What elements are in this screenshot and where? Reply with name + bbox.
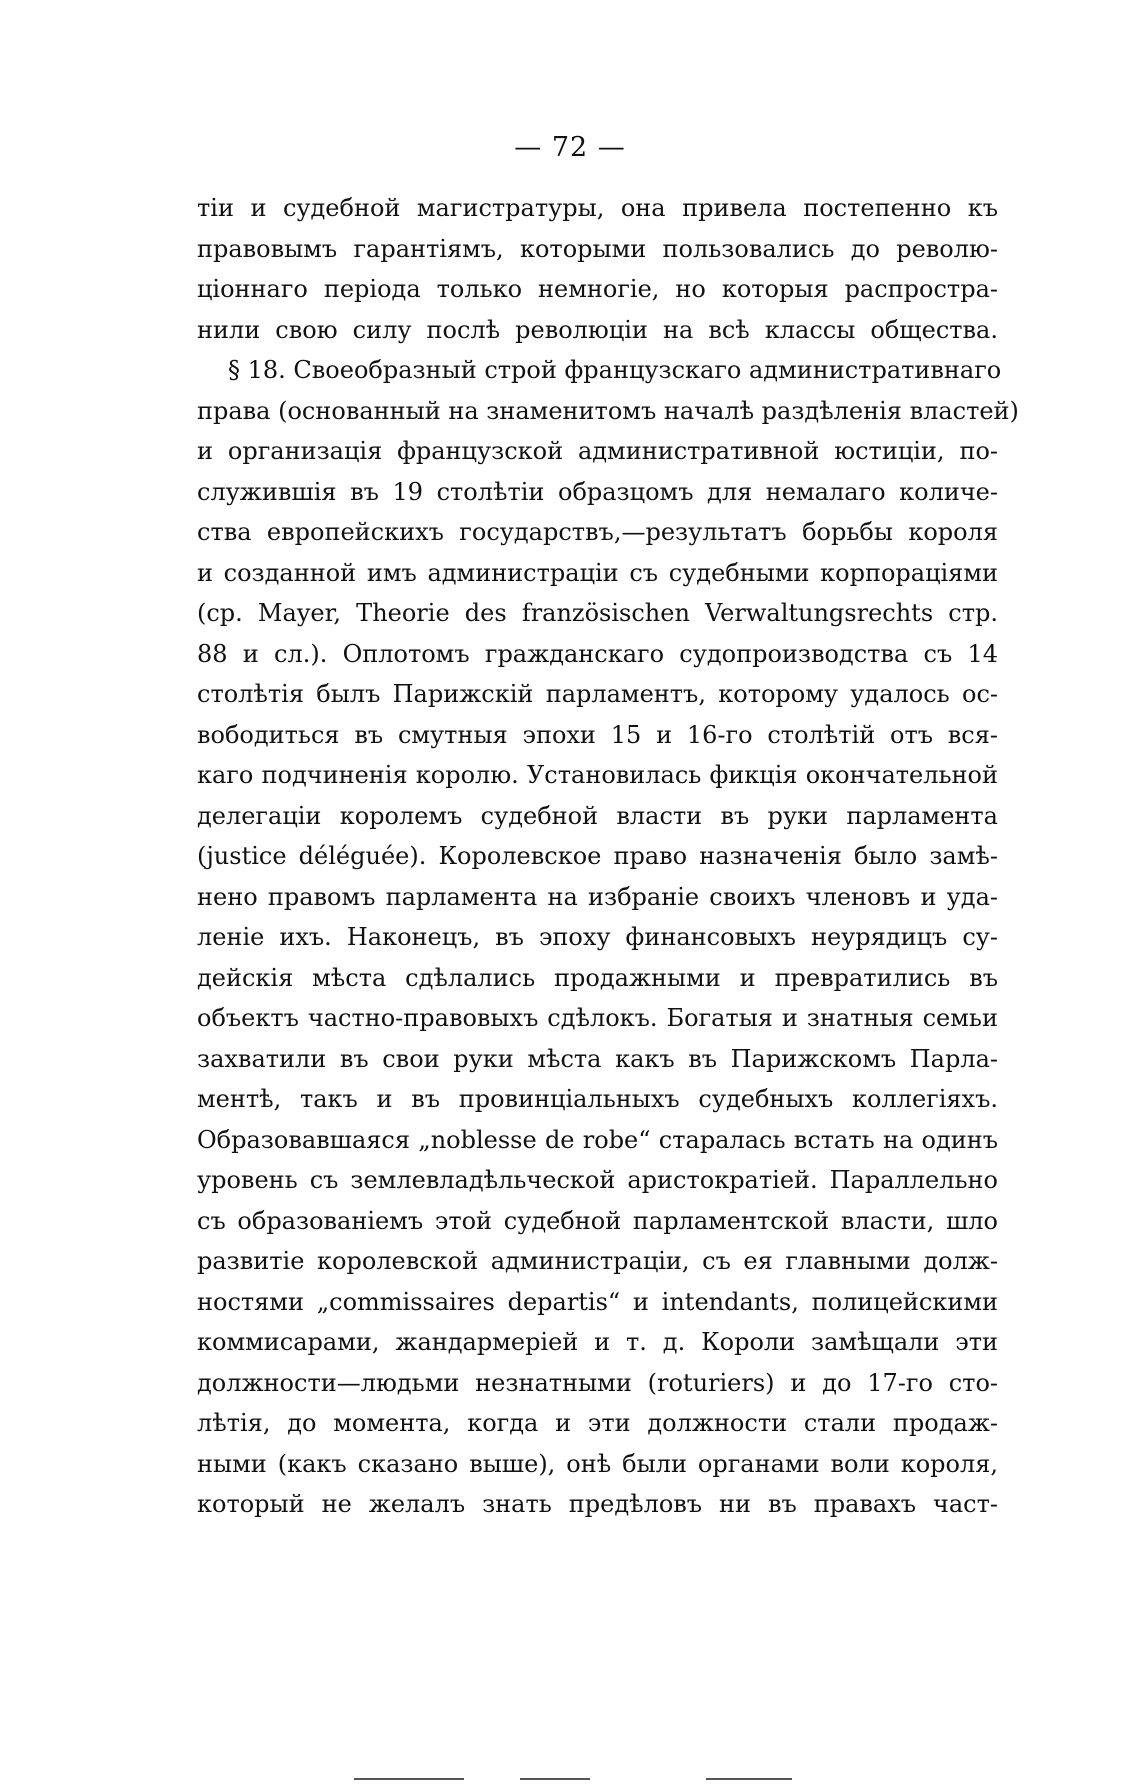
bottom-rule-left: [354, 1778, 464, 1780]
text-line: захватили въ свои руки мѣста какъ въ Парижскомъ Парла-: [197, 1045, 998, 1073]
text-line: объектъ частно-правовыхъ сдѣлокъ. Богатыя и знатныя семьи: [197, 1004, 998, 1032]
text-line: ными (какъ сказано выше), онѣ были органами воли короля,: [197, 1450, 998, 1478]
text-line: (ср. Mayer, Theorie des französischen Verwaltungsrechts стр.: [197, 599, 998, 627]
bottom-rule-center: [520, 1778, 590, 1780]
text-line: нили свою силу послѣ революціи на всѣ классы общества.: [197, 316, 998, 344]
text-line: § 18. Своеобразный строй французскаго административнаго: [228, 356, 1002, 384]
page-number: — 72 —: [514, 132, 626, 163]
text-line: права (основанный на знаменитомъ началѣ раздѣленія властей): [197, 397, 1019, 425]
text-line: дейскія мѣста сдѣлались продажными и превратились въ: [197, 964, 998, 992]
text-line: ства европейскихъ государствъ,—результатъ борьбы короля: [197, 518, 998, 546]
text-line: тіи и судебной магистратуры, она привела постепенно къ: [197, 194, 998, 222]
text-line: вободиться въ смутныя эпохи 15 и 16-го столѣтій отъ вся-: [197, 721, 998, 749]
text-line: ностями „commissaires departis“ и intendants, полицейскими: [197, 1288, 998, 1316]
text-line: (justice déléguée). Королевское право назначенія было замѣ-: [197, 842, 998, 870]
text-line: развитіе королевской администраціи, съ ея главными долж-: [197, 1247, 998, 1275]
text-line: коммисарами, жандармеріей и т. д. Короли замѣщали эти: [197, 1328, 998, 1356]
bottom-rule-right: [706, 1778, 792, 1780]
text-line: должности—людьми незнатными (roturiers) и до 17-го сто-: [197, 1369, 998, 1397]
text-line: служившія въ 19 столѣтіи образцомъ для немалаго количе-: [197, 478, 998, 506]
text-line: каго подчиненія королю. Установилась фикція окончательной: [197, 761, 998, 789]
text-line: 88 и сл.). Оплотомъ гражданскаго судопроизводства съ 14: [197, 640, 998, 668]
text-line: который не желалъ знать предѣловъ ни въ правахъ част-: [197, 1490, 998, 1518]
text-line: съ образованіемъ этой судебной парламентской власти, шло: [197, 1207, 998, 1235]
text-line: правовымъ гарантіямъ, которыми пользовались до револю-: [197, 235, 998, 263]
text-line: лѣтія, до момента, когда и эти должности стали продаж-: [197, 1409, 998, 1437]
text-line: леніе ихъ. Наконецъ, въ эпоху финансовыхъ неурядицъ су-: [197, 923, 998, 951]
text-line: и организація французской административной юстиціи, по-: [197, 437, 998, 465]
text-line: ментѣ, такъ и въ провинціальныхъ судебныхъ коллегіяхъ.: [197, 1085, 998, 1113]
text-line: столѣтія былъ Парижскій парламентъ, которому удалось ос-: [197, 680, 998, 708]
text-line: и созданной имъ администраціи съ судебными корпораціями: [197, 559, 998, 587]
text-line: уровень съ землевладѣльческой аристократіей. Параллельно: [197, 1166, 998, 1194]
text-line: нено правомъ парламента на избраніе своихъ членовъ и уда-: [197, 883, 998, 911]
text-line: делегаціи королемъ судебной власти въ руки парламента: [197, 802, 998, 830]
text-line: Образовавшаяся „noblesse de robe“ старалась встать на одинъ: [197, 1126, 998, 1154]
text-line: ціоннаго періода только немногіе, но которыя распростра-: [197, 275, 998, 303]
